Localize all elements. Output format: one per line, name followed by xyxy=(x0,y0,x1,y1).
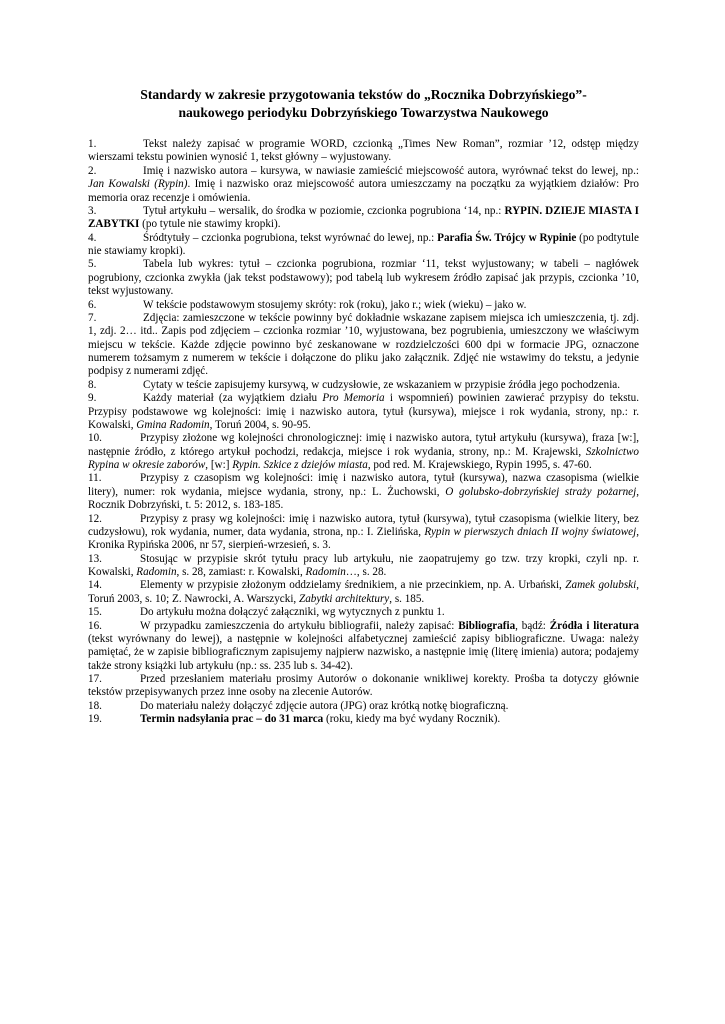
item-text: Zdjęcia: zamieszczone w tekście powinny być dokładnie wskazane zapisem miejsca ich umieszczenia, tj. zdj. 1, zdj. 2… itd.. Zapis pod zdjęciem – czcionka rozmiar ’10, wyjustowana, bez pogrubienia, umieszczony we właściwym miejscu w tekście. Każde zdjęcie powinno być zeskanowane w rozdzielczości 600 dpi w formacie JPG, oznaczone numerem tożsamym z numerem w tekście i dołączone do pliku jako załącznik. Zdjęć nie wstawimy do tekstu, a jedynie podpisy z numerami zdjęć. xyxy=(88,311,639,378)
item-text: , [w:] xyxy=(205,459,233,471)
item-text: W tekście podstawowym stosujemy skróty: rok (roku), jako r.; wiek (wieku) – jako w. xyxy=(143,298,527,311)
list-item xyxy=(88,299,639,312)
item-text: Tytuł artykułu – wersalik, do środka w poziomie, czcionka pogrubiona ‘14, np.: xyxy=(143,204,505,217)
item-text: Cytaty w teście zapisujemy kursywą, w cudzysłowie, ze wskazaniem w przypisie źródła jego pochodzenia. xyxy=(143,378,621,391)
item-number: 10. xyxy=(88,432,102,445)
item-text: W przypadku zamieszczenia do artykułu bibliografii, należy zapisać: xyxy=(140,619,459,632)
item-text: Przypisy z prasy wg kolejności: imię i nazwisko autora, tytuł (kursywa), tytuł czasopisma (wielkie litery, bez cudzysłowu), rok wydania, numer, data wydania, strona, np.: I. Zielińska, xyxy=(88,512,639,538)
list-item xyxy=(88,258,639,298)
item-number: 15. xyxy=(88,606,102,619)
item-text: (po tytule nie stawimy kropki). xyxy=(139,218,281,231)
item-text: i wspomnień) powinien zawierać przypisy do tekstu. Przypisy podstawowe wg kolejności: imię i nazwisko autora, tytuł (kursywa), miejsce i rok wydania, strony, np.: r. Kowalski, xyxy=(88,392,640,431)
list-item xyxy=(88,606,639,619)
item-text: , pod red. M. Krajewskiego, Rypin 1995, s. 47-60. xyxy=(367,459,592,471)
list-item xyxy=(88,713,639,726)
list-item xyxy=(88,472,639,512)
item-text: Tabela lub wykres: tytuł – czcionka pogrubiona, rozmiar ‘11, tekst wyjustowany; w tabeli – nagłówek pogrubiony, czcionka zwykła (jak tekst podstawowy); pod tabelą lub wykresem źródło zapisać jak przypis, czcionka ’10, tekst wyjustowany. xyxy=(88,258,639,298)
list-item xyxy=(88,513,639,553)
item-number: 14. xyxy=(88,579,102,592)
item-text: Elementy w przypisie złożonym oddzielamy średnikiem, a nie przecinkiem, np. A. Urbański, xyxy=(140,579,566,592)
list-item xyxy=(88,392,639,432)
list-item xyxy=(88,620,639,674)
item-text: Przypisy z czasopism wg kolejności: imię i nazwisko autora, tytuł (kursywa), nazwa czasopisma (wielkie litery), numer: rok wydania, miejsce wydania, strony, np.: L. Żuchowski, xyxy=(88,472,639,498)
item-number: 6. xyxy=(88,298,97,311)
item-number: 11. xyxy=(88,472,102,485)
item-text: , Kronika Rypińska 2006, nr 57, sierpień-wrzesień, s. 3. xyxy=(88,525,639,552)
list-item xyxy=(88,673,639,700)
guidelines-list xyxy=(88,138,639,727)
title-line-2: naukowego periodyku Dobrzyńskiego Towarzystwa Naukowego xyxy=(178,104,549,120)
item-text: Imię i nazwisko autora – kursywa, w nawiasie zamieścić miejscowość autora, wyrównać tekst do lewej, np.: xyxy=(143,164,639,177)
italic-text: Radomin xyxy=(136,566,177,578)
bold-text: Bibliografia xyxy=(458,619,516,632)
item-text: . Imię i nazwisko oraz miejscowość autora umieszczamy na początku za wyjątkiem działów: Pro memoria oraz recenzje i omówienia. xyxy=(88,178,639,204)
item-number: 12. xyxy=(88,512,102,525)
item-text: (tekst wyrównany do lewej), a następnie w kolejności alfabetycznej zamieścić zapisy bibliograficzne. Uwaga: należy pamiętać, że w zapisie bibliograficznym zapisujemy najpierw nazwisko, a następnie imię (literę imienia) autora; podajemy także strony książki lub artykułu (np.: ss. 235 lub s. 34-42). xyxy=(88,632,639,672)
bold-text: RYPIN. DZIEJE MIASTA I ZABYTKI xyxy=(88,204,639,231)
item-number: 8. xyxy=(88,378,97,391)
item-text: Przed przesłaniem materiału prosimy Autorów o dokonanie wnikliwej korekty. Prośba ta dotyczy głównie tekstów przepisywanych przez inne osoby na zlecenie Autorów. xyxy=(88,673,639,699)
item-text: , Rocznik Dobrzyński, t. 5: 2012, s. 183-185. xyxy=(88,485,639,512)
italic-text: Rypin w pierwszych dniach II wojny światowej xyxy=(424,525,637,538)
item-text: Śródtytuły – czcionka pogrubiona, tekst wyrównać do lewej, np.: xyxy=(143,231,438,244)
list-item xyxy=(88,432,639,472)
list-item xyxy=(88,312,639,379)
item-number: 18. xyxy=(88,699,102,712)
item-text: , bądź: xyxy=(515,619,550,632)
item-text: , Toruń 2003, s. 10; Z. Nawrocki, A. Warszycki, xyxy=(88,579,639,605)
item-number: 2. xyxy=(88,164,97,177)
italic-text: Zabytki architektury xyxy=(299,592,390,605)
italic-text: Zamek golubski xyxy=(565,579,637,592)
item-text: Przypisy złożone wg kolejności chronologicznej: imię i nazwisko autora, tytuł artykułu (kursywa), fraza [w:], następnie źródło, z którego artykuł pochodzi, redakcja, miejsce i rok wydania, strony, np.: M. Krajewski, xyxy=(88,432,639,458)
list-item xyxy=(88,700,639,713)
item-number: 17. xyxy=(88,673,102,685)
italic-text: Radomin xyxy=(305,566,346,578)
bold-text: Źródła i literatura xyxy=(549,619,639,632)
item-number: 3. xyxy=(88,204,97,217)
italic-text: Gmina Radomin xyxy=(136,418,210,431)
item-text: Do artykułu można dołączyć załączniki, wg wytycznych z punktu 1. xyxy=(140,606,445,619)
list-item xyxy=(88,579,639,606)
bold-text: Termin nadsyłania prac – do 31 marca xyxy=(140,713,324,726)
list-item xyxy=(88,553,639,580)
item-number: 1. xyxy=(88,138,97,150)
document-title xyxy=(88,86,639,121)
italic-text: Pro Memoria xyxy=(322,392,385,405)
list-item xyxy=(88,165,639,205)
item-text: Tekst należy zapisać w programie WORD, czcionką „Times New Roman”, rozmiar ’12, odstęp między wierszami tekstu powinien wynosić 1, tekst główny – wyjustowany. xyxy=(88,138,639,164)
title-line-1: Standardy w zakresie przygotowania tekstów do „Rocznika Dobrzyńskiego”- xyxy=(140,87,587,102)
item-text: Do materiału należy dołączyć zdjęcie autora (JPG) oraz krótką notkę biograficzną. xyxy=(140,699,509,712)
list-item xyxy=(88,379,639,392)
item-number: 4. xyxy=(88,231,97,244)
item-number: 16. xyxy=(88,619,102,632)
item-text: …, s. 28. xyxy=(345,566,387,578)
item-number: 7. xyxy=(88,311,97,324)
list-item xyxy=(88,205,639,232)
item-text: (roku, kiedy ma być wydany Rocznik). xyxy=(323,713,501,726)
item-text: Każdy materiał (za wyjątkiem działu xyxy=(143,392,323,405)
document-page xyxy=(88,86,639,727)
item-number: 9. xyxy=(88,392,97,405)
item-text: , s. 28, zamiast: r. Kowalski, xyxy=(176,566,306,578)
italic-text: Szkolnictwo Rypina w okresie zaborów xyxy=(88,445,639,471)
item-text: , s. 185. xyxy=(389,592,425,605)
item-text: (po podtytule nie stawiamy kropki). xyxy=(88,231,639,257)
list-item xyxy=(88,138,639,165)
item-text: Stosując w przypisie skrót tytułu pracy lub artykułu, nie zaopatrujemy go tzw. trzy kropki, czyli np. r. Kowalski, xyxy=(88,552,639,578)
item-number: 13. xyxy=(88,552,102,565)
bold-text: Parafia Św. Trójcy w Rypinie xyxy=(437,231,577,244)
italic-text: Rypin. Szkice z dziejów miasta xyxy=(232,459,368,471)
item-number: 5. xyxy=(88,258,97,271)
item-number: 19. xyxy=(88,713,102,726)
list-item xyxy=(88,232,639,259)
item-text: , Toruń 2004, s. 90-95. xyxy=(209,418,311,431)
italic-text: Jan Kowalski (Rypin) xyxy=(88,178,188,191)
italic-text: O golubsko-dobrzyńskiej straży pożarnej xyxy=(445,485,637,498)
